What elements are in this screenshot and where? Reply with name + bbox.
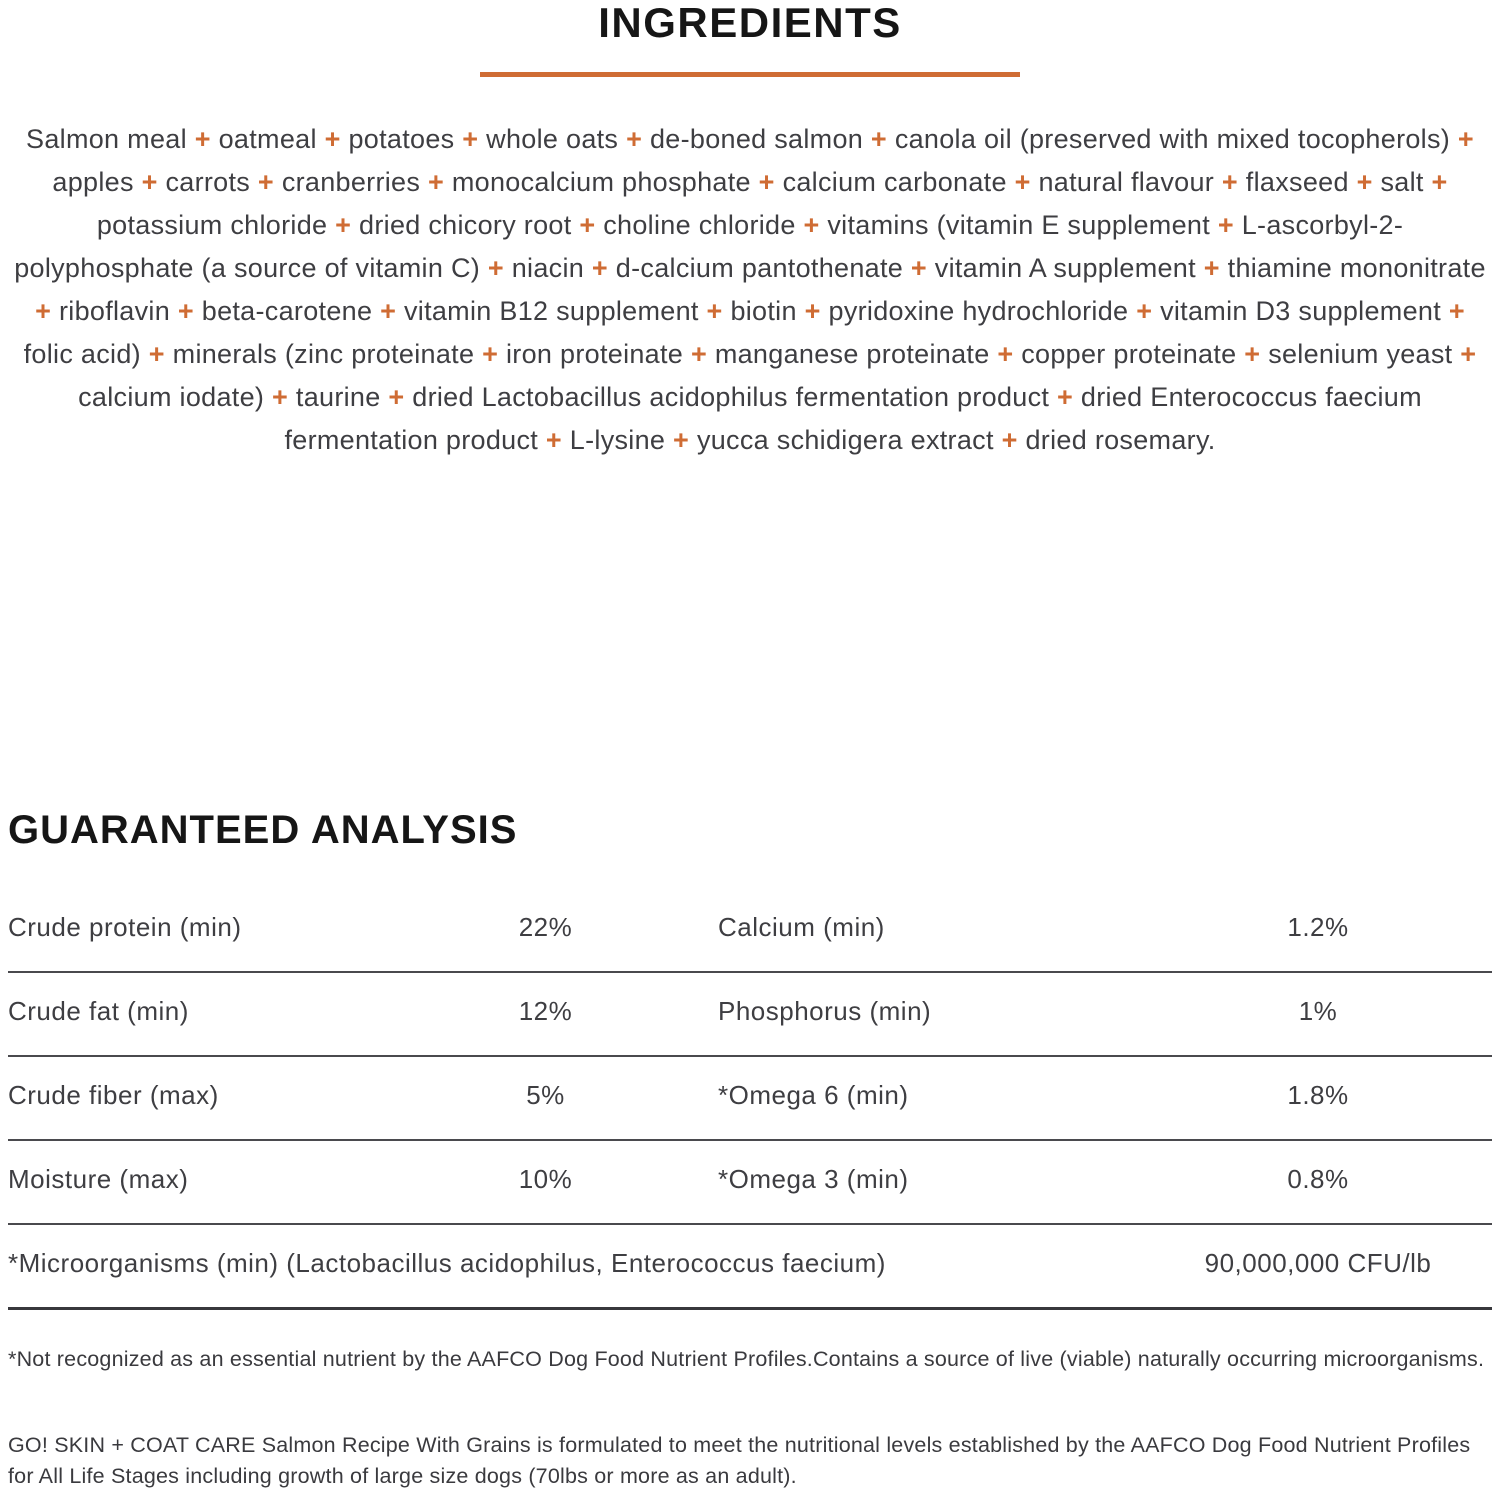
table-row	[8, 973, 1492, 1057]
guaranteed-analysis-heading: GUARANTEED ANALYSIS	[8, 808, 518, 852]
plus-separator: +	[324, 124, 341, 154]
nutrient-value: 10%	[518, 1164, 573, 1194]
guaranteed-analysis-table	[8, 889, 1492, 1310]
plus-separator: +	[380, 296, 397, 326]
plus-separator: +	[141, 167, 158, 197]
ingredients-text: Salmon meal + oatmeal + potatoes + whole oats + de-boned salmon + canola oil (preserved with mixed tocopherols) + apples + carrots + cranberries + monocalcium phosphate + calcium carbonate + natural flavour + flaxseed + salt + potassium chloride + dried chicory root + choline chloride + vitamins (vitamin E supplement + L-ascorbyl-2-polyphosphate (a source of vitamin C) + niacin + d-calcium pantothenate + vitamin A supplement + thiamine mononitrate + riboflavin + beta-carotene + vitamin B12 supplement + biotin + pyridoxine hydrochloride + vitamin D3 supplement + folic acid) + minerals (zinc proteinate + iron proteinate + manganese proteinate + copper proteinate + selenium yeast + calcium iodate) + taurine + dried Lactobacillus acidophilus fermentation product + dried Enterococcus faecium fermentation product + L-lysine + yucca schidigera extract + dried rosemary.	[14, 124, 1486, 455]
plus-separator: +	[1221, 167, 1238, 197]
plus-separator: +	[579, 210, 596, 240]
plus-separator: +	[758, 167, 775, 197]
nutrient-value: 22%	[518, 912, 573, 942]
plus-separator: +	[870, 124, 887, 154]
nutrient-value: 1%	[1298, 996, 1338, 1026]
plus-separator: +	[1356, 167, 1373, 197]
plus-separator: +	[487, 253, 504, 283]
plus-separator: +	[1136, 296, 1153, 326]
plus-separator: +	[673, 425, 690, 455]
nutrient-label: Phosphorus (min)	[718, 996, 932, 1026]
footnote-formulation-statement: GO! SKIN + COAT CARE Salmon Recipe With Grains is formulated to meet the nutritional levels established by the AAFCO Dog Food Nutrient Profiles for All Life Stages including growth of large size dogs (70lbs or more as an adult).	[8, 1433, 1471, 1488]
nutrient-label: Moisture (max)	[8, 1164, 189, 1194]
plus-separator: +	[591, 253, 608, 283]
nutrient-label: Crude fiber (max)	[8, 1080, 219, 1110]
heading-underline-rule	[480, 72, 1020, 77]
plus-separator: +	[257, 167, 274, 197]
plus-separator: +	[35, 296, 52, 326]
nutrient-label: Crude fat (min)	[8, 996, 189, 1026]
ingredients-heading: INGREDIENTS	[598, 0, 902, 46]
table-row-microorganisms	[8, 1225, 1492, 1310]
plus-separator: +	[997, 339, 1014, 369]
plus-separator: +	[1014, 167, 1031, 197]
nutrient-value: 1.8%	[1287, 1080, 1349, 1110]
nutrient-label: *Microorganisms (min) (Lactobacillus acidophilus, Enterococcus faecium)	[8, 1248, 886, 1278]
plus-separator: +	[1001, 425, 1018, 455]
plus-separator: +	[482, 339, 499, 369]
plus-separator: +	[706, 296, 723, 326]
plus-separator: +	[545, 425, 562, 455]
plus-separator: +	[804, 296, 821, 326]
plus-separator: +	[1244, 339, 1261, 369]
nutrient-label: *Omega 6 (min)	[718, 1080, 909, 1110]
plus-separator: +	[194, 124, 211, 154]
nutrient-label: *Omega 3 (min)	[718, 1164, 909, 1194]
plus-separator: +	[335, 210, 352, 240]
nutrient-value: 12%	[518, 996, 573, 1026]
plus-separator: +	[177, 296, 194, 326]
plus-separator: +	[1431, 167, 1448, 197]
plus-separator: +	[1203, 253, 1220, 283]
plus-separator: +	[1057, 382, 1074, 412]
nutrient-label: Crude protein (min)	[8, 912, 242, 942]
plus-separator: +	[910, 253, 927, 283]
table-row	[8, 1141, 1492, 1225]
plus-separator: +	[1217, 210, 1234, 240]
nutrient-value: 1.2%	[1287, 912, 1349, 942]
plus-separator: +	[1448, 296, 1465, 326]
plus-separator: +	[272, 382, 289, 412]
plus-separator: +	[690, 339, 708, 369]
plus-separator: +	[462, 124, 479, 154]
plus-separator: +	[148, 339, 165, 369]
nutrient-value: 5%	[526, 1080, 565, 1110]
plus-separator: +	[626, 124, 643, 154]
table-row	[8, 889, 1492, 973]
plus-separator: +	[388, 382, 405, 412]
nutrient-value: 90,000,000 CFU/lb	[1204, 1248, 1432, 1278]
table-row	[8, 1057, 1492, 1141]
plus-separator: +	[1460, 339, 1477, 369]
nutrient-value: 0.8%	[1287, 1164, 1349, 1194]
footnote-aafco-nutrient: *Not recognized as an essential nutrient by the AAFCO Dog Food Nutrient Profiles.Contains a source of live (viable) naturally occurring microorganisms.	[8, 1347, 1485, 1371]
plus-separator: +	[427, 167, 445, 197]
nutrient-label: Calcium (min)	[718, 912, 885, 942]
plus-separator: +	[1457, 124, 1474, 154]
plus-separator: +	[803, 210, 820, 240]
